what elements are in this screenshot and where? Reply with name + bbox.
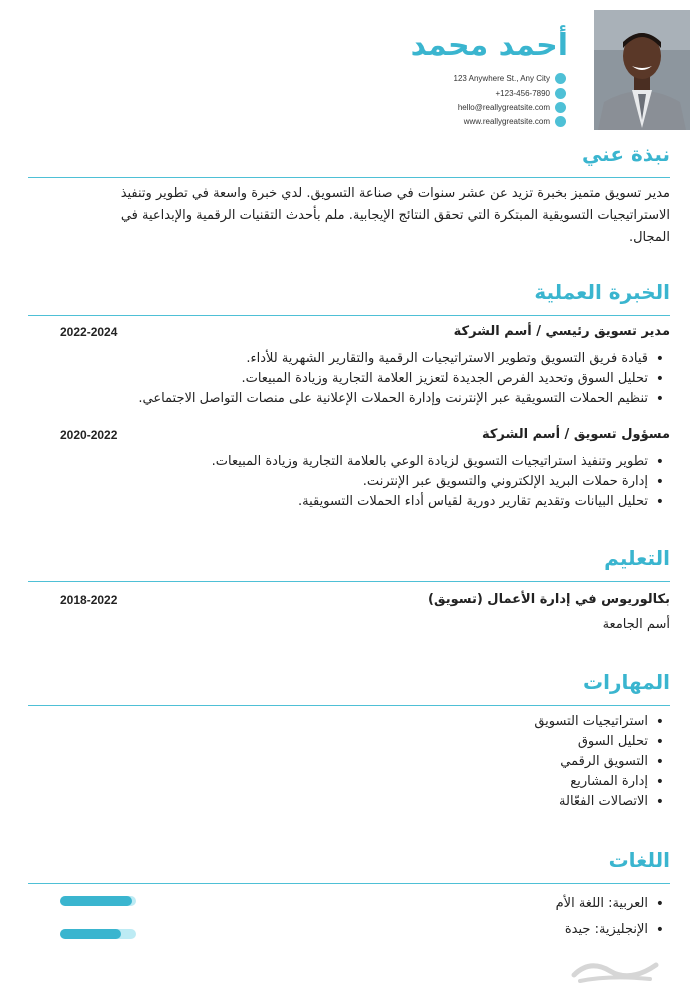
list-item: • الاتصالات الفعّالة <box>534 792 648 812</box>
education-divider <box>28 581 670 582</box>
language-bar-english <box>60 929 136 939</box>
language-bar-fill <box>60 929 121 939</box>
list-item: • تنظيم الحملات التسويقية عبر الإنترنت وإدارة الحملات الإعلانية على منصات التواصل الاجتماعي. <box>138 389 648 409</box>
job-date-2: 2020-2022 <box>60 428 118 442</box>
school-name: أسم الجامعة <box>602 617 670 632</box>
list-item: • إدارة المشاريع <box>534 772 648 792</box>
job-title-2: مسؤول تسويق / أسم الشركة <box>481 427 670 442</box>
languages-title: اللغات <box>608 848 670 872</box>
list-item: • إدارة حملات البريد الإلكتروني والتسويق عبر الإنترنت. <box>212 472 648 492</box>
experience-divider <box>28 315 670 316</box>
list-item: • تحليل السوق <box>534 732 648 752</box>
about-text: مدير تسويق متميز بخبرة تزيد عن عشر سنوات في صناعة التسويق. لدي خبرة واسعة في تطوير وتنفيذ الاستراتيجيات التسويقية المبتكرة التي تحقق النتائج الإيجابية. ملم بأحدث التقنيات الرقمية والإبداعية في المجال. <box>120 186 670 245</box>
contact-email <box>458 102 566 113</box>
degree-title: بكالوريوس في إدارة الأعمال (تسويق) <box>428 592 670 607</box>
skills-list <box>534 712 670 812</box>
contact-email-text[interactable]: hello@reallygreatsite.com <box>457 103 550 112</box>
list-item: • تحليل البيانات وتقديم تقارير دورية لقياس أداء الحملات التسويقية. <box>212 492 648 512</box>
watermark-logo <box>570 955 660 992</box>
list-item: • العربية: اللغة الأم <box>556 891 648 917</box>
profile-photo <box>594 10 690 130</box>
contact-phone <box>496 88 567 99</box>
location-icon <box>555 73 566 84</box>
job-bullets-2 <box>212 452 670 512</box>
watermark-icon <box>570 955 660 985</box>
job-title-1: مدير تسويق رئيسي / أسم الشركة <box>453 324 670 339</box>
web-icon <box>555 116 566 127</box>
experience-title: الخبرة العملية <box>534 280 670 304</box>
skills-title: المهارات <box>583 670 670 694</box>
contact-address-text: 123 Anywhere St., Any City <box>453 74 550 83</box>
list-item: • الإنجليزية: جيدة <box>556 917 648 943</box>
language-bar-arabic <box>60 896 136 906</box>
languages-list <box>556 891 670 943</box>
contact-website-text[interactable]: www.reallygreatsite.com <box>463 117 550 126</box>
job-date-1: 2022-2024 <box>60 325 118 339</box>
list-item: • تطوير وتنفيذ استراتيجيات التسويق لزيادة الوعي بالعلامة التجارية وزيادة المبيعات. <box>212 452 648 472</box>
contact-phone-text: +123-456-7890 <box>495 89 550 98</box>
about-title: نبذة عني <box>581 142 670 166</box>
list-item: • قيادة فريق التسويق وتطوير الاستراتيجيات الرقمية والتقارير الشهرية للأداء. <box>138 349 648 369</box>
about-divider <box>28 177 670 178</box>
job-bullets-1 <box>138 349 670 409</box>
skills-divider <box>28 705 670 706</box>
list-item: • استراتيجيات التسويق <box>534 712 648 732</box>
languages-divider <box>28 883 670 884</box>
education-date: 2018-2022 <box>60 593 118 607</box>
phone-icon <box>555 88 566 99</box>
candidate-name: أحمد محمد <box>410 28 568 63</box>
portrait-image <box>594 10 690 130</box>
email-icon <box>555 102 566 113</box>
language-bar-fill <box>60 896 132 906</box>
list-item: • التسويق الرقمي <box>534 752 648 772</box>
contact-address <box>454 73 567 84</box>
education-title: التعليم <box>604 546 670 570</box>
contact-website <box>464 116 566 127</box>
list-item: • تحليل السوق وتحديد الفرص الجديدة لتعزيز العلامة التجارية وزيادة المبيعات. <box>138 369 648 389</box>
